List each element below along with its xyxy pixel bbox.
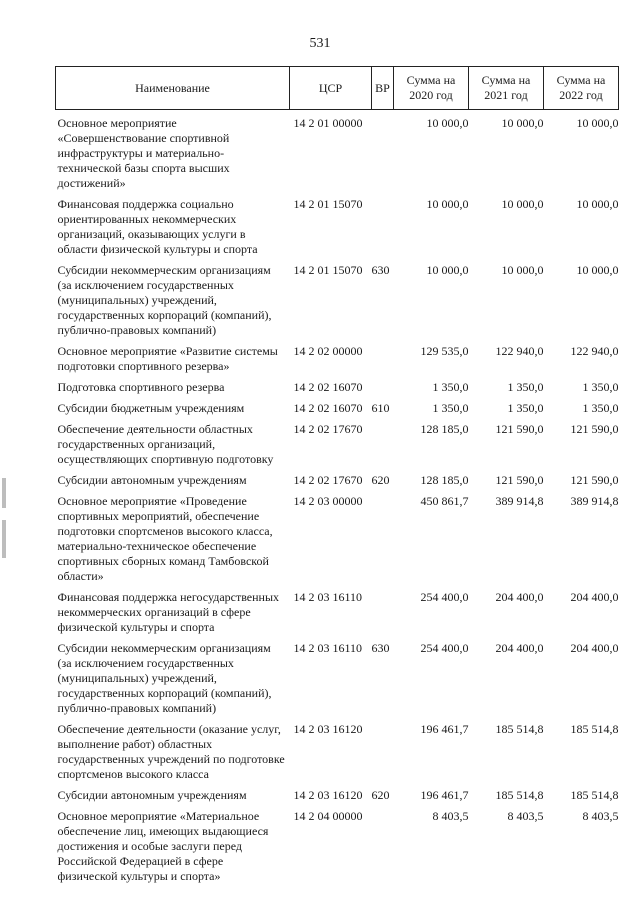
row-vr — [372, 422, 394, 473]
row-sum-2020: 254 400,0 — [420, 590, 469, 604]
row-csr: 14 2 02 16070 — [293, 380, 363, 394]
row-name: Субсидии автономным учреждениям — [57, 788, 247, 802]
row-name: Подготовка спортивного резерва — [57, 380, 225, 394]
table-row — [56, 263, 619, 344]
table-row — [56, 722, 619, 788]
row-csr: 14 2 03 00000 — [293, 494, 363, 508]
row-sum-2021: 1 350,0 — [507, 401, 544, 415]
row-sum-2020: 196 461,7 — [420, 722, 469, 736]
table-row — [56, 401, 619, 422]
row-sum-2022: 122 940,0 — [570, 344, 619, 358]
row-sum-2020: 1 350,0 — [432, 380, 469, 394]
row-csr: 14 2 01 15070 — [293, 197, 363, 211]
row-vr: 620 — [371, 473, 390, 487]
table-row — [56, 344, 619, 380]
row-name: Субсидии автономным учреждениям — [57, 473, 247, 487]
row-sum-2022: 1 350,0 — [582, 380, 619, 394]
row-sum-2021: 122 940,0 — [495, 344, 544, 358]
row-vr — [372, 344, 394, 380]
row-csr: 14 2 03 16110 — [293, 590, 363, 604]
row-sum-2021: 204 400,0 — [495, 590, 544, 604]
row-vr — [372, 197, 394, 263]
table-row — [56, 110, 619, 198]
row-sum-2020: 129 535,0 — [420, 344, 469, 358]
row-sum-2022: 8 403,5 — [582, 809, 619, 823]
row-sum-2021: 10 000,0 — [501, 263, 544, 277]
row-sum-2022: 185 514,8 — [570, 788, 619, 802]
row-sum-2022: 10 000,0 — [576, 116, 619, 130]
row-sum-2020: 450 861,7 — [420, 494, 469, 508]
row-sum-2021: 185 514,8 — [495, 788, 544, 802]
row-name: Основное мероприятие «Проведение спортивных мероприятий, обеспечение подготовки спортсменов высокого класса, материально-техническое обеспечение спортивных сборных команд Тамбовской области» — [57, 494, 273, 583]
table-row — [56, 809, 619, 890]
row-sum-2022: 1 350,0 — [582, 401, 619, 415]
row-csr: 14 2 02 16070 — [293, 401, 363, 415]
row-vr — [372, 809, 394, 890]
row-sum-2020: 1 350,0 — [432, 401, 469, 415]
row-csr: 14 2 01 00000 — [293, 116, 363, 130]
header-name: Наименование — [56, 67, 290, 110]
row-csr: 14 2 03 16120 — [293, 722, 363, 736]
table-row — [56, 422, 619, 473]
header-sum-2021: Сумма на 2021 год — [469, 67, 544, 110]
row-vr — [372, 494, 394, 590]
row-sum-2021: 185 514,8 — [495, 722, 544, 736]
row-sum-2020: 8 403,5 — [432, 809, 469, 823]
table-header-row — [56, 67, 619, 110]
row-name: Обеспечение деятельности (оказание услуг, выполнение работ) областных государственных учреждений по подготовке спортсменов высокого класса — [57, 722, 285, 781]
row-name: Субсидии некоммерческим организациям (за исключением государственных (муниципальных) учреждений, государственных корпораций (компаний), публично-правовых компаний) — [57, 263, 272, 337]
row-name: Обеспечение деятельности областных государственных организаций, осуществляющих спортивную подготовку — [57, 422, 274, 466]
row-sum-2020: 10 000,0 — [426, 197, 469, 211]
row-csr: 14 2 03 16110 — [293, 641, 363, 655]
row-sum-2022: 10 000,0 — [576, 263, 619, 277]
row-sum-2020: 128 185,0 — [420, 473, 469, 487]
row-csr: 14 2 01 15070 — [293, 263, 363, 277]
row-csr: 14 2 03 16120 — [293, 788, 363, 802]
table-row — [56, 380, 619, 401]
row-sum-2022: 204 400,0 — [570, 590, 619, 604]
row-sum-2021: 10 000,0 — [501, 197, 544, 211]
row-vr — [372, 110, 394, 198]
header-sum-2020: Сумма на 2020 год — [394, 67, 469, 110]
header-vr: ВР — [372, 67, 394, 110]
row-vr — [372, 380, 394, 401]
row-sum-2022: 121 590,0 — [570, 473, 619, 487]
row-name: Субсидии некоммерческим организациям (за исключением государственных (муниципальных) учреждений, государственных корпораций (компаний), публично-правовых компаний) — [57, 641, 272, 715]
table-row — [56, 788, 619, 809]
table-row — [56, 197, 619, 263]
row-sum-2021: 204 400,0 — [495, 641, 544, 655]
row-sum-2022: 204 400,0 — [570, 641, 619, 655]
row-sum-2021: 121 590,0 — [495, 473, 544, 487]
page-number: 531 — [309, 36, 331, 51]
row-name: Основное мероприятие «Совершенствование спортивной инфраструктуры и материально-технической базы спорта высших достижений» — [57, 116, 230, 190]
row-sum-2022: 10 000,0 — [576, 197, 619, 211]
row-vr: 630 — [371, 263, 390, 277]
row-vr — [372, 590, 394, 641]
row-sum-2020: 196 461,7 — [420, 788, 469, 802]
header-csr: ЦСР — [290, 67, 372, 110]
row-csr: 14 2 04 00000 — [293, 809, 363, 823]
row-sum-2020: 10 000,0 — [426, 263, 469, 277]
row-name: Основное мероприятие «Развитие системы подготовки спортивного резерва» — [57, 344, 278, 373]
row-name: Основное мероприятие «Материальное обеспечение лиц, имеющих выдающиеся достижения и особые заслуги перед Российской Федерацией в сфере физической культуры и спорта» — [57, 809, 269, 883]
row-sum-2020: 128 185,0 — [420, 422, 469, 436]
table-row — [56, 641, 619, 722]
table-row — [56, 494, 619, 590]
row-sum-2021: 1 350,0 — [507, 380, 544, 394]
row-vr — [372, 722, 394, 788]
row-name: Субсидии бюджетным учреждениям — [57, 401, 245, 415]
row-csr: 14 2 02 17670 — [293, 422, 363, 436]
row-vr: 630 — [371, 641, 390, 655]
table-body — [56, 110, 619, 891]
row-vr: 620 — [371, 788, 390, 802]
row-vr: 610 — [371, 401, 390, 415]
row-sum-2021: 8 403,5 — [507, 809, 544, 823]
row-name: Финансовая поддержка социально ориентированных некоммерческих организаций, оказывающих услуги в области физической культуры и спорта — [57, 197, 258, 256]
row-csr: 14 2 02 00000 — [293, 344, 363, 358]
row-sum-2022: 389 914,8 — [570, 494, 619, 508]
row-sum-2022: 185 514,8 — [570, 722, 619, 736]
row-sum-2020: 254 400,0 — [420, 641, 469, 655]
row-sum-2021: 389 914,8 — [495, 494, 544, 508]
budget-table — [55, 66, 619, 890]
margin-mark-bottom — [2, 520, 6, 558]
row-sum-2021: 10 000,0 — [501, 116, 544, 130]
row-name: Финансовая поддержка негосударственных некоммерческих организаций в сфере физической культуры и спорта — [57, 590, 280, 634]
table-row — [56, 590, 619, 641]
margin-mark-top — [2, 478, 6, 508]
row-csr: 14 2 02 17670 — [293, 473, 363, 487]
header-sum-2022: Сумма на 2022 год — [544, 67, 619, 110]
table-row — [56, 473, 619, 494]
row-sum-2022: 121 590,0 — [570, 422, 619, 436]
row-sum-2021: 121 590,0 — [495, 422, 544, 436]
row-sum-2020: 10 000,0 — [426, 116, 469, 130]
